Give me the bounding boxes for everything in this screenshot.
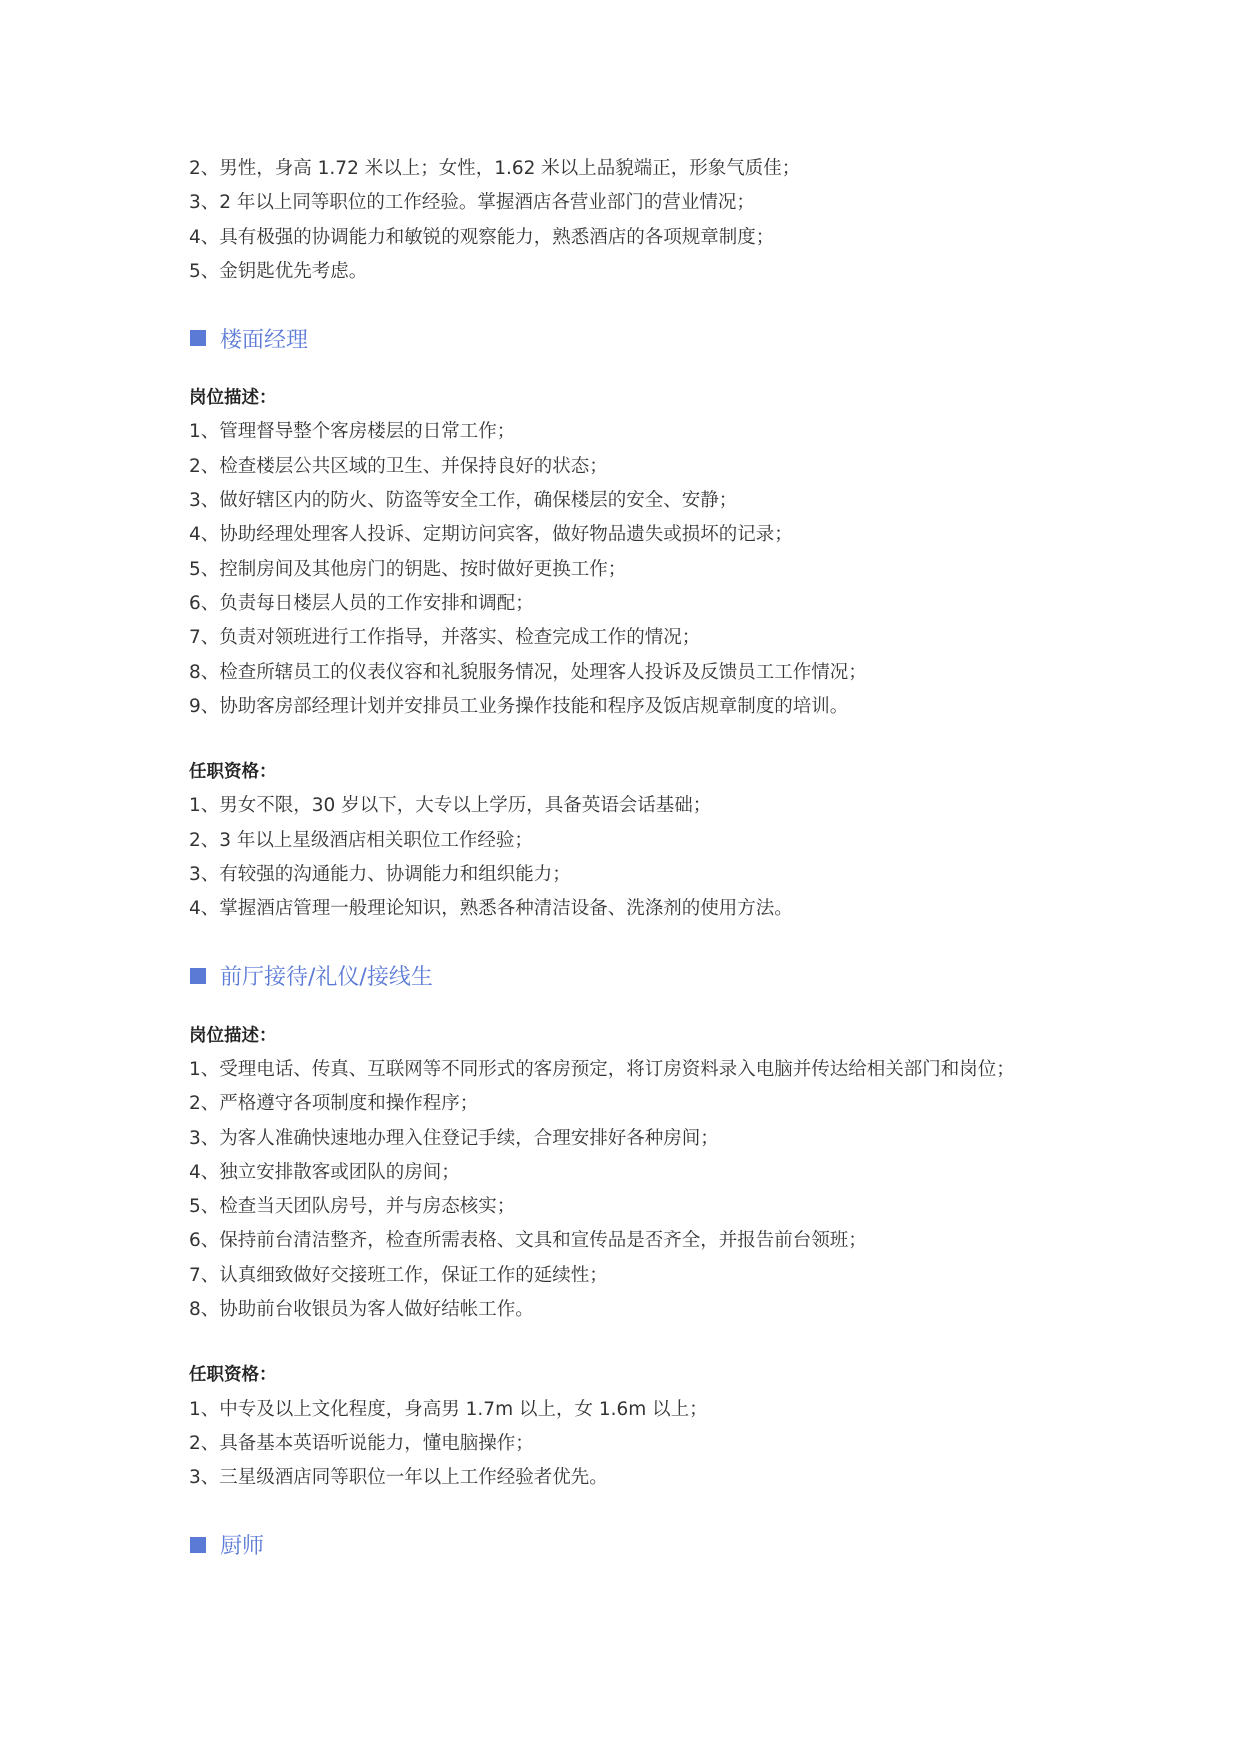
section-title: 厨师 — [220, 1534, 265, 1559]
section-heading — [189, 956, 1089, 996]
job-description-label: 岗位描述： — [189, 1025, 277, 1046]
square-bullet-icon — [190, 1537, 206, 1553]
section-heading — [189, 318, 1089, 358]
list-item: 2、男性，身高 1.72 米以上；女性，1.62 米以上品貌端正，形象气质佳； — [189, 158, 801, 179]
list-item: 1、男女不限，30 岁以下，大专以上学历，具备英语会话基础； — [189, 795, 712, 817]
list-item: 4、独立安排散客或团队的房间； — [189, 1161, 460, 1183]
list-item: 1、管理督导整个客房楼层的日常工作； — [189, 421, 516, 443]
list-item: 2、具备基本英语听说能力，懂电脑操作； — [189, 1432, 534, 1454]
list-item: 3、2 年以上同等职位的工作经验。掌握酒店各营业部门的营业情况； — [189, 192, 755, 214]
document-page — [189, 152, 1089, 1588]
list-item: 5、金钥匙优先考虑。 — [189, 260, 368, 282]
square-bullet-icon — [190, 330, 206, 346]
section-title: 楼面经理 — [220, 327, 309, 353]
list-item: 9、协助客房部经理计划并安排员工业务操作技能和程序及饭店规章制度的培训。 — [189, 695, 849, 717]
intro-list — [189, 152, 1089, 289]
qualifications-label: 任职资格： — [189, 762, 277, 783]
list-item: 5、检查当天团队房号，并与房态核实； — [189, 1196, 516, 1218]
list-item: 8、检查所辖员工的仪表仪容和礼貌服务情况，处理客人投诉及反馈员工工作情况； — [189, 661, 867, 683]
section-title: 前厅接待/礼仪/接线生 — [220, 965, 433, 991]
list-item: 2、3 年以上星级酒店相关职位工作经验； — [189, 829, 533, 851]
job-description-label: 岗位描述： — [189, 388, 277, 409]
list-item: 1、中专及以上文化程度，身高男 1.7m 以上，女 1.6m 以上； — [189, 1398, 708, 1420]
qualifications-list — [189, 1393, 1089, 1496]
list-item: 4、具有极强的协调能力和敏锐的观察能力，熟悉酒店的各项规章制度； — [189, 226, 775, 248]
list-item: 7、认真细致做好交接班工作，保证工作的延续性； — [189, 1264, 608, 1286]
square-bullet-icon — [190, 968, 206, 984]
qualifications-label: 任职资格： — [189, 1365, 277, 1386]
list-item: 3、做好辖区内的防火、防盗等安全工作，确保楼层的安全、安静； — [189, 490, 738, 512]
job-description-list — [189, 415, 1089, 724]
list-item: 2、检查楼层公共区域的卫生、并保持良好的状态； — [189, 455, 608, 477]
list-item: 8、协助前台收银员为客人做好结帐工作。 — [189, 1299, 534, 1321]
list-item: 6、负责每日楼层人员的工作安排和调配； — [189, 592, 534, 614]
job-description-list — [189, 1053, 1089, 1327]
list-item: 5、控制房间及其他房门的钥匙、按时做好更换工作； — [189, 558, 627, 580]
list-item: 4、协助经理处理客人投诉、定期访问宾客，做好物品遗失或损坏的记录； — [189, 524, 793, 546]
qualifications-list — [189, 789, 1089, 926]
list-item: 4、掌握酒店管理一般理论知识，熟悉各种清洁设备、洗涤剂的使用方法。 — [189, 898, 793, 920]
list-item: 3、三星级酒店同等职位一年以上工作经验者优先。 — [189, 1467, 608, 1489]
list-item: 3、有较强的沟通能力、协调能力和组织能力； — [189, 864, 571, 886]
list-item: 1、受理电话、传真、互联网等不同形式的客房预定，将订房资料录入电脑并传达给相关部门和岗位； — [189, 1058, 1015, 1080]
section-heading — [189, 1525, 1089, 1565]
list-item: 7、负责对领班进行工作指导，并落实、检查完成工作的情况； — [189, 627, 701, 649]
list-item: 3、为客人准确快速地办理入住登记手续，合理安排好各种房间； — [189, 1127, 719, 1149]
list-item: 6、保持前台清洁整齐，检查所需表格、文具和宣传品是否齐全，并报告前台领班； — [189, 1230, 867, 1252]
list-item: 2、严格遵守各项制度和操作程序； — [189, 1093, 479, 1115]
